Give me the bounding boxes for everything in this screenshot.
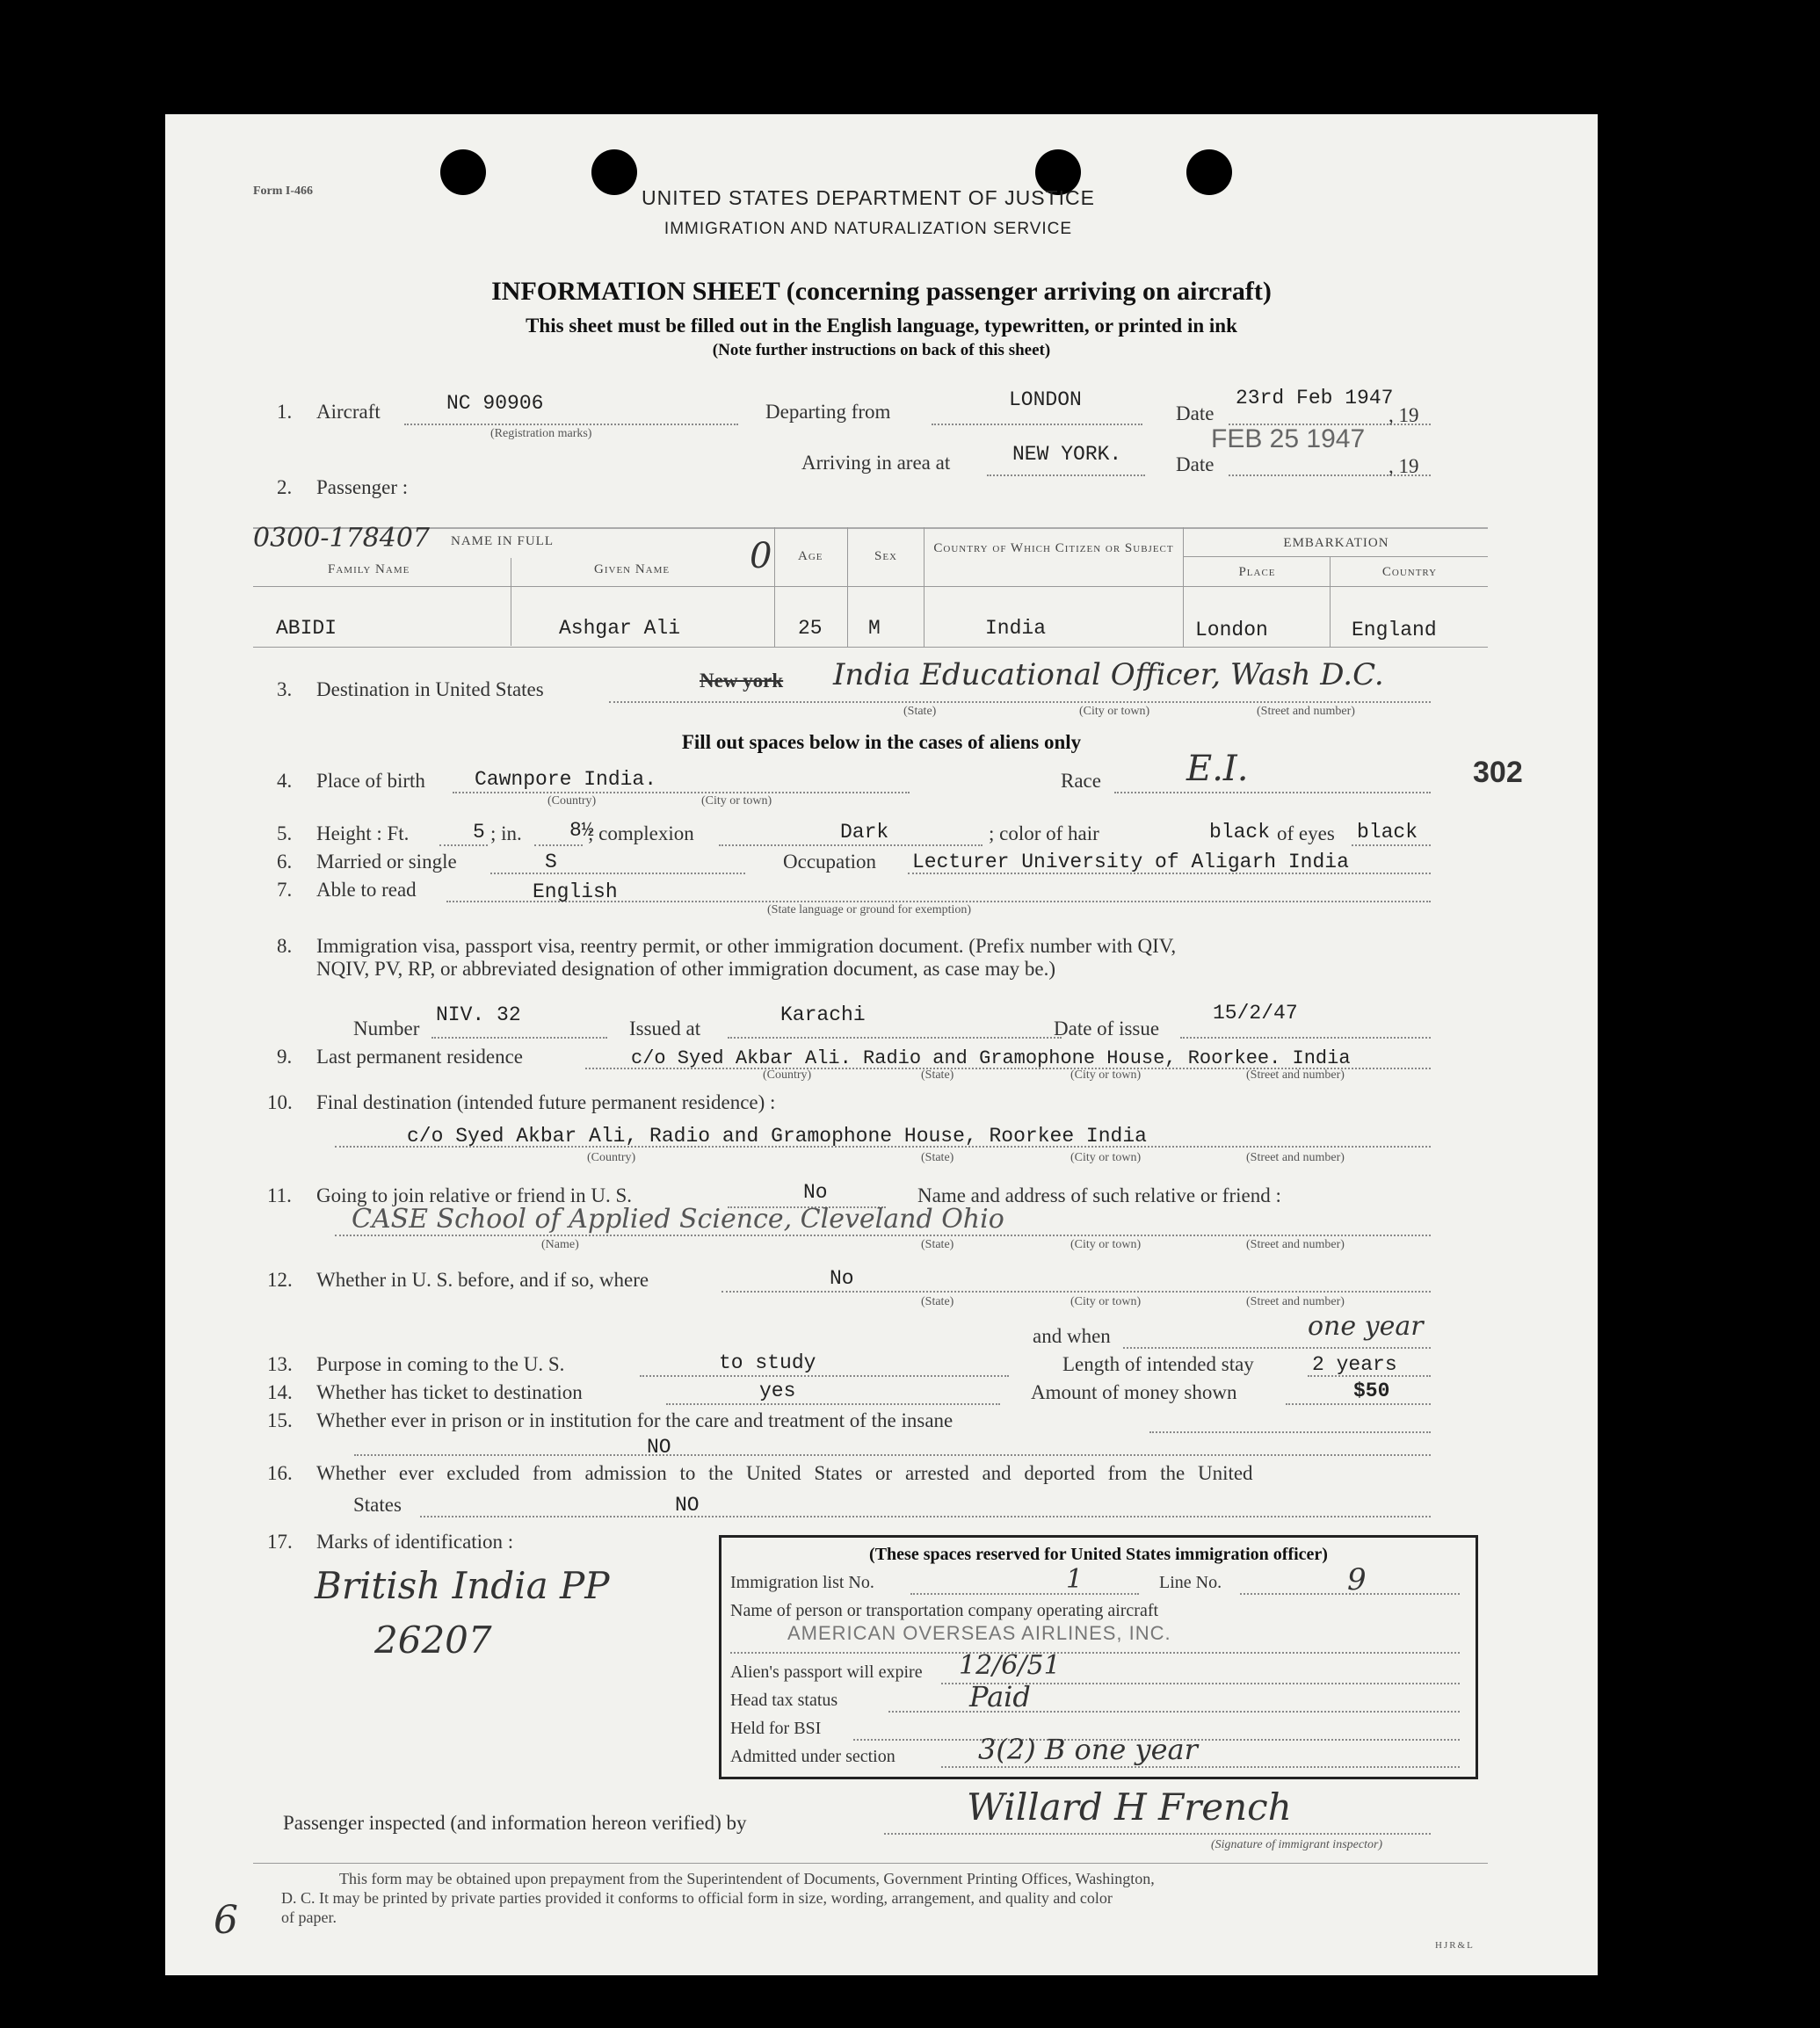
list-no-label: Immigration list No. (730, 1573, 874, 1592)
departure-date: 23rd Feb 1947 (1236, 387, 1394, 409)
hair-value: black (1209, 821, 1271, 844)
list-no-value: 1 (1066, 1564, 1084, 1595)
issued-label: Issued at (629, 1018, 701, 1039)
height-feet: 5 (473, 821, 485, 844)
date-suffix: , 19 (1389, 404, 1419, 426)
birthplace-value: Cawnpore India. (475, 768, 657, 791)
race-label: Race (1061, 770, 1101, 792)
purpose-value: to study (719, 1351, 816, 1374)
money-value: $50 (1353, 1380, 1390, 1402)
country-caption: (Country) (587, 1151, 636, 1164)
read-note: (State language or ground for exemption) (767, 903, 972, 916)
ticket-label: Whether has ticket to destination (316, 1381, 583, 1403)
country-caption: (Country) (763, 1068, 812, 1082)
destination-value: India Educational Officer, Wash D.C. (833, 657, 1384, 692)
city-caption: (City or town) (1079, 705, 1150, 718)
stay-value: 2 years (1312, 1353, 1397, 1376)
stay-label: Length of intended stay (1062, 1353, 1254, 1375)
money-label: Amount of money shown (1031, 1381, 1237, 1403)
sex-value: M (868, 617, 881, 640)
family-name-value: ABIDI (276, 617, 337, 640)
arriving-label: Arriving in area at (801, 452, 951, 474)
signature-caption: (Signature of immigrant inspector) (1211, 1838, 1383, 1851)
passport-expire-value: 12/6/51 (959, 1650, 1061, 1681)
city-caption: (City or town) (1070, 1238, 1142, 1251)
state-caption: (State) (903, 705, 937, 718)
identification-label: Marks of identification : (316, 1531, 514, 1553)
departing-value: LONDON (1009, 388, 1082, 411)
relative-name-label: Name and address of such relative or friend : (917, 1184, 1281, 1206)
state-caption: (State) (921, 1295, 954, 1308)
file-number: 0300-178407 (253, 523, 431, 554)
city-caption: (City or town) (701, 794, 772, 808)
item-number: 7. (277, 879, 293, 901)
form-sheet (165, 114, 1598, 1975)
country-caption: (Country) (547, 794, 597, 808)
line-no-label: Line No. (1159, 1573, 1222, 1592)
passport-expire-label: Alien's passport will expire (730, 1662, 923, 1682)
name-caption: (Name) (541, 1238, 579, 1251)
join-relative-value: No (803, 1181, 828, 1204)
street-caption: (Street and number) (1257, 705, 1355, 718)
occupation-label: Occupation (783, 851, 877, 873)
before-value: No (830, 1267, 854, 1290)
head-tax-value: Paid (969, 1680, 1031, 1713)
final-destination-value: c/o Syed Akbar Ali, Radio and Gramophone House, Roorkee India (407, 1125, 1147, 1148)
item-number: 9. (277, 1046, 293, 1068)
family-name-header: Family Name (328, 562, 410, 576)
date-label: Date (1176, 402, 1215, 424)
height-label: Height : Ft. (316, 822, 410, 844)
aircraft-value: NC 90906 (446, 392, 544, 415)
item-number: 8. (277, 935, 293, 957)
reg-marks-caption: (Registration marks) (490, 427, 592, 440)
sex-header: Sex (874, 549, 898, 563)
relative-handwritten: CASE School of Applied Science, Cleveland Ohio (352, 1204, 1004, 1235)
citizen-value: India (985, 617, 1047, 640)
city-caption: (City or town) (1070, 1151, 1142, 1164)
item-number: 10. (267, 1091, 293, 1113)
issued-value: Karachi (780, 1003, 866, 1026)
given-name-header: Given Name (594, 562, 671, 576)
punch-hole (1186, 149, 1232, 195)
arrival-date-stamp: FEB 25 1947 (1211, 424, 1366, 453)
place-value: London (1195, 619, 1268, 641)
passenger-label: Passenger : (316, 476, 409, 498)
footer-line-2: D. C. It may be printed by private parties provided it conforms to official form in size, wording, arrangement, and quality and color (281, 1889, 1113, 1907)
street-caption: (Street and number) (1246, 1295, 1345, 1308)
officer-box-heading: (These spaces reserved for United States immigration officer) (869, 1545, 1328, 1564)
marital-label: Married or single (316, 851, 457, 873)
marital-value: S (545, 851, 557, 873)
service-title: IMMIGRATION AND NATURALIZATION SERVICE (663, 220, 1073, 238)
state-caption: (State) (921, 1151, 954, 1164)
company-label: Name of person or transportation company operating aircraft (730, 1601, 1159, 1620)
final-destination-label: Final destination (intended future permanent residence) : (316, 1091, 776, 1113)
excluded-label: Whether ever excluded from admission to the United States or arrested and deported from the United (316, 1462, 1253, 1484)
birthplace-label: Place of birth (316, 770, 425, 792)
page-mark: 6 (214, 1898, 238, 1943)
issue-date-value: 15/2/47 (1213, 1002, 1298, 1025)
item-number: 15. (267, 1409, 293, 1431)
item-number: 5. (277, 822, 293, 844)
line-no-value: 9 (1347, 1562, 1367, 1597)
destination-label: Destination in United States (316, 678, 544, 700)
complexion-label: ; complexion (588, 822, 694, 844)
arriving-value: NEW YORK. (1012, 443, 1122, 466)
item-number: 4. (277, 770, 293, 792)
join-relative-label: Going to join relative or friend in U. S. (316, 1184, 632, 1206)
footer-line-3: of paper. (281, 1908, 337, 1926)
identification-line-1: British India PP (315, 1564, 610, 1607)
eyes-value: black (1357, 821, 1418, 844)
item-number: 6. (277, 851, 293, 873)
item-number: 12. (267, 1269, 293, 1291)
prison-value: NO (647, 1436, 671, 1459)
place-header: Place (1238, 565, 1276, 579)
age-value: 25 (798, 617, 823, 640)
item-number: 14. (267, 1381, 293, 1403)
aliens-heading: Fill out spaces below in the cases of aliens only (681, 731, 1082, 753)
inspector-label: Passenger inspected (and information hereon verified) by (283, 1812, 747, 1834)
officer-box (719, 1535, 1478, 1779)
inches-label: ; in. (490, 822, 522, 844)
form-number: Form I-466 (253, 185, 314, 198)
company-stamp: AMERICAN OVERSEAS AIRLINES, INC. (787, 1622, 1171, 1644)
read-label: Able to read (316, 879, 417, 901)
department-title: UNITED STATES DEPARTMENT OF JUSTICE (642, 186, 1095, 209)
complexion-value: Dark (840, 821, 889, 844)
page-title: INFORMATION SHEET (concerning passenger arriving on aircraft) (491, 277, 1272, 306)
ticket-value: yes (759, 1380, 796, 1402)
name-in-full-header: NAME IN FULL (451, 534, 554, 548)
before-label: Whether in U. S. before, and if so, where (316, 1269, 649, 1291)
aircraft-label: Aircraft (316, 401, 381, 423)
embark-country-value: England (1352, 619, 1437, 641)
section-label: Admitted under section (730, 1747, 895, 1766)
street-caption: (Street and number) (1246, 1151, 1345, 1164)
identification-line-2: 26207 (374, 1619, 492, 1662)
country-header: Country of Which Citizen or Subject (933, 541, 1174, 555)
item-number: 2. (277, 476, 293, 498)
visa-number-value: NIV. 32 (436, 1003, 521, 1026)
bsi-label: Held for BSI (730, 1719, 822, 1738)
item-number: 3. (277, 678, 293, 700)
age-header: Age (798, 549, 823, 563)
prison-label: Whether ever in prison or in institution for the care and treatment of the insane (316, 1409, 954, 1431)
item-number: 16. (267, 1462, 293, 1484)
residence-label: Last permanent residence (316, 1046, 523, 1068)
item-number: 1. (277, 401, 293, 423)
race-code: 302 (1473, 756, 1523, 789)
excluded-value: NO (675, 1494, 700, 1517)
item-number: 17. (267, 1531, 293, 1553)
embarkation-header: EMBARKATION (1283, 536, 1389, 550)
hair-label: ; color of hair (989, 822, 1099, 844)
arrival-date-label: Date (1176, 453, 1215, 475)
street-caption: (Street and number) (1246, 1238, 1345, 1251)
read-value: English (533, 880, 618, 903)
height-inches: 8½ (569, 819, 594, 842)
visa-text-1: Immigration visa, passport visa, reentry permit, or other immigration document. (Prefix number with QIV, (316, 935, 1177, 957)
purpose-label: Purpose in coming to the U. S. (316, 1353, 565, 1375)
printer-mark: HJR&L (1435, 1940, 1475, 1951)
footer-line-1: This form may be obtained upon prepayment from the Superintendent of Documents, Government Printing Offices, Washington, (339, 1870, 1155, 1887)
eyes-label: of eyes (1277, 822, 1335, 844)
item-number: 13. (267, 1353, 293, 1375)
given-name-value: Ashgar Ali (559, 617, 681, 640)
inspector-signature: Willard H French (967, 1785, 1292, 1829)
item-number: 11. (267, 1184, 292, 1206)
margin-mark: 0 (750, 536, 772, 576)
race-value: E.I. (1186, 749, 1249, 789)
embark-country-header: Country (1381, 565, 1438, 579)
page-subtitle: This sheet must be filled out in the English language, typewritten, or printed in ink (526, 315, 1237, 337)
section-value: 3(2) B one year (978, 1733, 1198, 1766)
city-caption: (City or town) (1070, 1068, 1142, 1082)
when-value: one year (1308, 1311, 1424, 1342)
city-caption: (City or town) (1070, 1295, 1142, 1308)
page-note: (Note further instructions on back of this sheet) (712, 341, 1051, 359)
when-label: and when (1033, 1325, 1111, 1347)
visa-number-label: Number (353, 1018, 420, 1039)
departing-label: Departing from (765, 401, 891, 423)
arrival-date-suffix: , 19 (1389, 455, 1419, 477)
head-tax-label: Head tax status (730, 1691, 838, 1710)
punch-hole (440, 149, 486, 195)
state-caption: (State) (921, 1238, 954, 1251)
occupation-value: Lecturer University of Aligarh India (912, 851, 1349, 873)
state-caption: (State) (921, 1068, 954, 1082)
street-caption: (Street and number) (1246, 1068, 1345, 1082)
issue-date-label: Date of issue (1054, 1018, 1160, 1039)
residence-value: c/o Syed Akbar Ali. Radio and Gramophone House, Roorkee. India (631, 1047, 1351, 1069)
excluded-label-2: States (353, 1494, 402, 1516)
visa-text-2: NQIV, PV, RP, or abbreviated designation of other immigration document, as case may be.) (316, 958, 1056, 980)
struck-destination: New york (700, 670, 784, 692)
